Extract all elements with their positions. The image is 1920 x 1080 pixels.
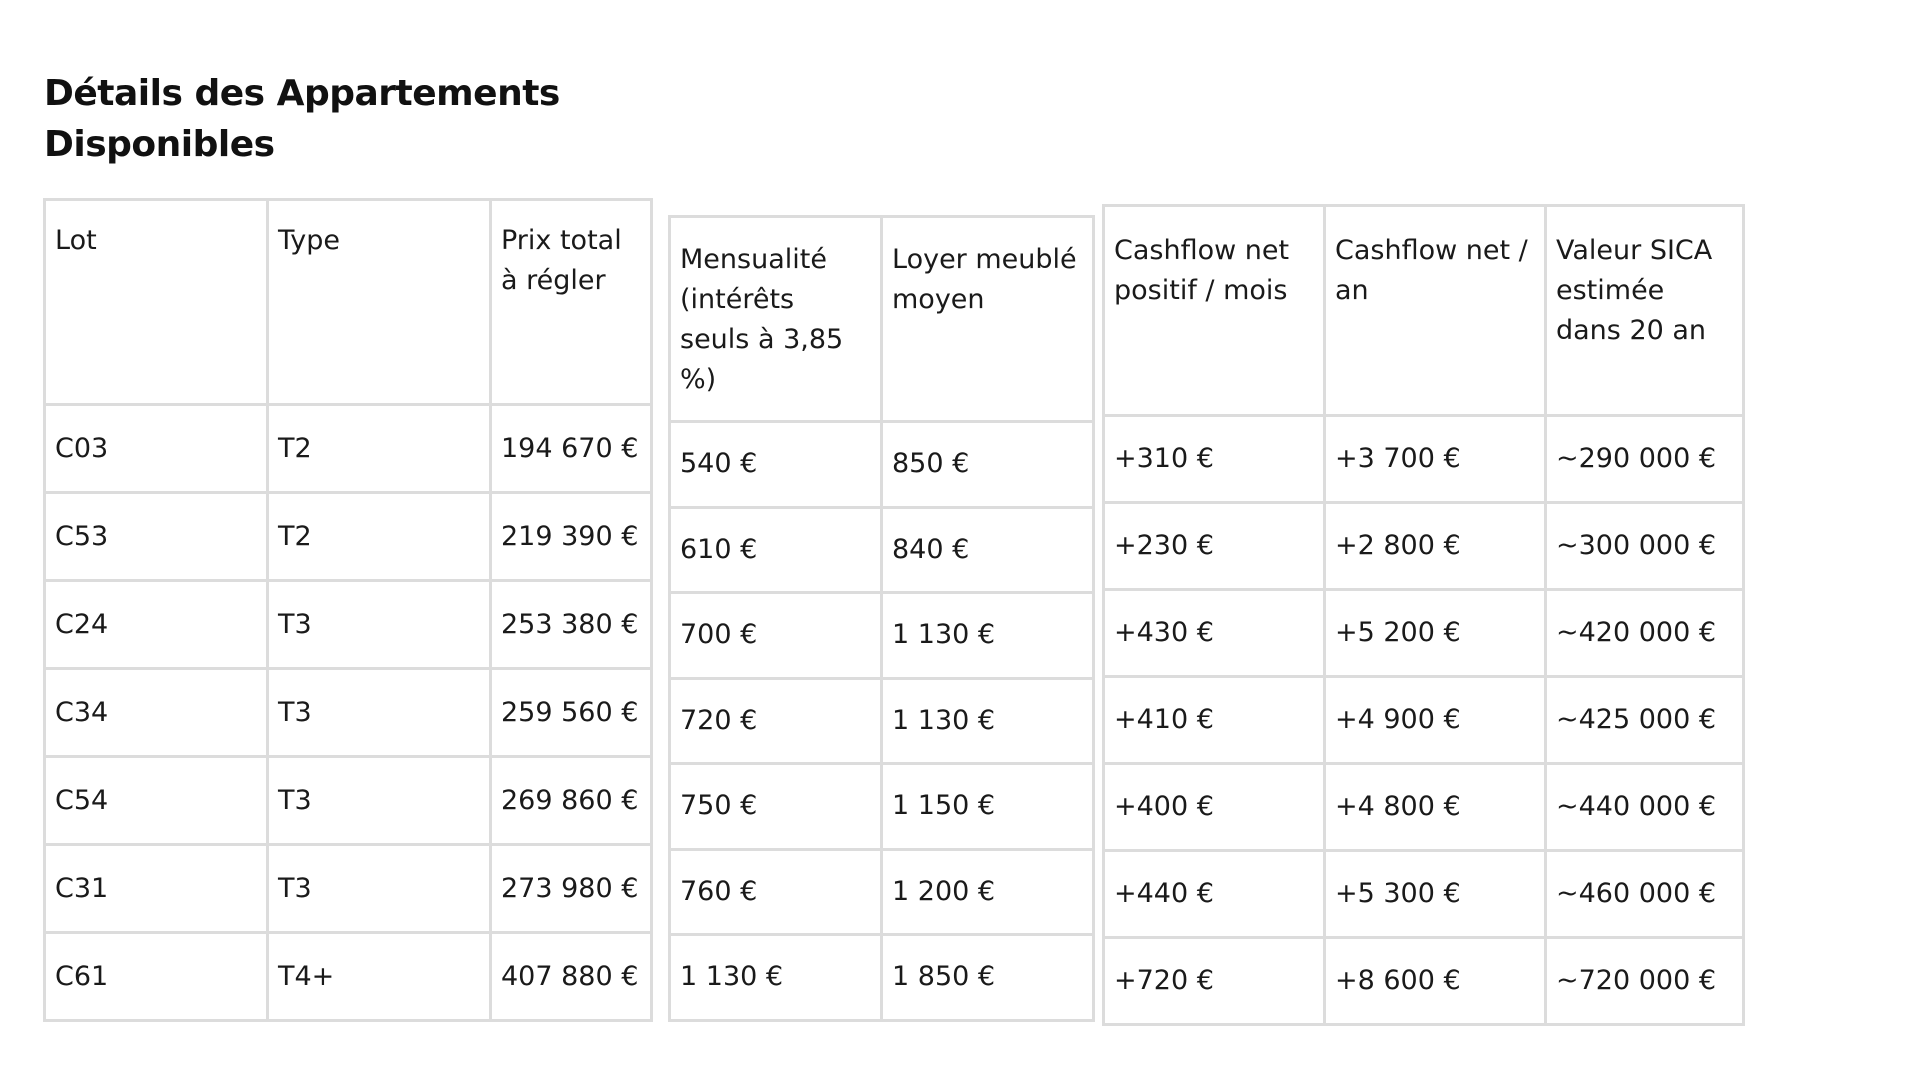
table-header-row	[670, 217, 1094, 422]
page-title: Détails des Appartements Disponibles	[44, 73, 560, 165]
header-type: Type	[268, 200, 491, 405]
table-row	[1104, 677, 1744, 764]
cell-cashflow-mois: +430 €	[1104, 590, 1325, 677]
cashflow-table-container	[1102, 204, 1717, 1026]
cell-lot: C03	[45, 405, 268, 493]
cell-prix: 259 560 €	[491, 669, 652, 757]
table-row	[670, 849, 1094, 935]
table-row	[670, 507, 1094, 593]
cashflow-table	[1102, 204, 1745, 1026]
cell-cashflow-an: +8 600 €	[1325, 938, 1546, 1025]
cell-cashflow-an: +5 200 €	[1325, 590, 1546, 677]
cell-mensualite: 610 €	[670, 507, 882, 593]
cell-cashflow-an: +2 800 €	[1325, 503, 1546, 590]
cell-cashflow-an: +5 300 €	[1325, 851, 1546, 938]
table-row	[45, 581, 652, 669]
cell-loyer: 1 150 €	[882, 764, 1094, 850]
header-prix-total: Prix total à régler	[491, 200, 652, 405]
cell-loyer: 1 850 €	[882, 935, 1094, 1021]
cell-lot: C34	[45, 669, 268, 757]
cell-type: T4+	[268, 933, 491, 1021]
cell-type: T3	[268, 845, 491, 933]
cell-loyer: 850 €	[882, 422, 1094, 508]
cell-cashflow-mois: +410 €	[1104, 677, 1325, 764]
table-header-row	[1104, 206, 1744, 416]
table-row	[1104, 416, 1744, 503]
cell-prix: 194 670 €	[491, 405, 652, 493]
cell-loyer: 1 200 €	[882, 849, 1094, 935]
cell-valeur: ~460 000 €	[1546, 851, 1744, 938]
cell-lot: C31	[45, 845, 268, 933]
lots-table	[43, 198, 653, 1022]
cell-lot: C53	[45, 493, 268, 581]
table-header-row	[45, 200, 652, 405]
cell-cashflow-mois: +400 €	[1104, 764, 1325, 851]
cell-cashflow-mois: +440 €	[1104, 851, 1325, 938]
cell-prix: 219 390 €	[491, 493, 652, 581]
header-cashflow-mois: Cashflow net positif / mois	[1104, 206, 1325, 416]
lots-table-container	[43, 198, 650, 1022]
cell-lot: C24	[45, 581, 268, 669]
table-row	[45, 493, 652, 581]
cell-valeur: ~300 000 €	[1546, 503, 1744, 590]
cell-prix: 253 380 €	[491, 581, 652, 669]
cell-mensualite: 720 €	[670, 678, 882, 764]
table-row	[45, 845, 652, 933]
table-row	[670, 935, 1094, 1021]
table-row	[1104, 938, 1744, 1025]
table-row	[1104, 590, 1744, 677]
table-row	[670, 678, 1094, 764]
cell-type: T3	[268, 757, 491, 845]
table-row	[1104, 851, 1744, 938]
cell-mensualite: 750 €	[670, 764, 882, 850]
table-row	[670, 593, 1094, 679]
cell-mensualite: 540 €	[670, 422, 882, 508]
cell-type: T3	[268, 669, 491, 757]
cell-lot: C54	[45, 757, 268, 845]
cell-valeur: ~420 000 €	[1546, 590, 1744, 677]
cell-valeur: ~720 000 €	[1546, 938, 1744, 1025]
cell-cashflow-an: +4 800 €	[1325, 764, 1546, 851]
header-mensualite: Mensualité (intérêts seuls à 3,85 %)	[670, 217, 882, 422]
table-row	[1104, 764, 1744, 851]
cell-valeur: ~290 000 €	[1546, 416, 1744, 503]
cell-prix: 269 860 €	[491, 757, 652, 845]
cell-loyer: 840 €	[882, 507, 1094, 593]
cell-cashflow-mois: +230 €	[1104, 503, 1325, 590]
table-row	[1104, 503, 1744, 590]
cell-loyer: 1 130 €	[882, 593, 1094, 679]
cell-prix: 273 980 €	[491, 845, 652, 933]
table-row	[670, 422, 1094, 508]
cell-valeur: ~440 000 €	[1546, 764, 1744, 851]
cell-valeur: ~425 000 €	[1546, 677, 1744, 764]
cell-mensualite: 760 €	[670, 849, 882, 935]
table-row	[45, 405, 652, 493]
financing-table	[668, 215, 1095, 1022]
header-valeur-sica: Valeur SICA estimée dans 20 an	[1546, 206, 1744, 416]
cell-type: T3	[268, 581, 491, 669]
table-row	[45, 933, 652, 1021]
cell-cashflow-mois: +720 €	[1104, 938, 1325, 1025]
cell-cashflow-an: +3 700 €	[1325, 416, 1546, 503]
table-row	[45, 669, 652, 757]
cell-lot: C61	[45, 933, 268, 1021]
cell-mensualite: 1 130 €	[670, 935, 882, 1021]
header-cashflow-an: Cashflow net / an	[1325, 206, 1546, 416]
cell-prix: 407 880 €	[491, 933, 652, 1021]
cell-type: T2	[268, 405, 491, 493]
table-row	[45, 757, 652, 845]
cell-loyer: 1 130 €	[882, 678, 1094, 764]
financing-table-container	[668, 215, 1092, 1022]
cell-type: T2	[268, 493, 491, 581]
table-row	[670, 764, 1094, 850]
cell-cashflow-an: +4 900 €	[1325, 677, 1546, 764]
cell-cashflow-mois: +310 €	[1104, 416, 1325, 503]
header-loyer: Loyer meublé moyen	[882, 217, 1094, 422]
header-lot: Lot	[45, 200, 268, 405]
cell-mensualite: 700 €	[670, 593, 882, 679]
